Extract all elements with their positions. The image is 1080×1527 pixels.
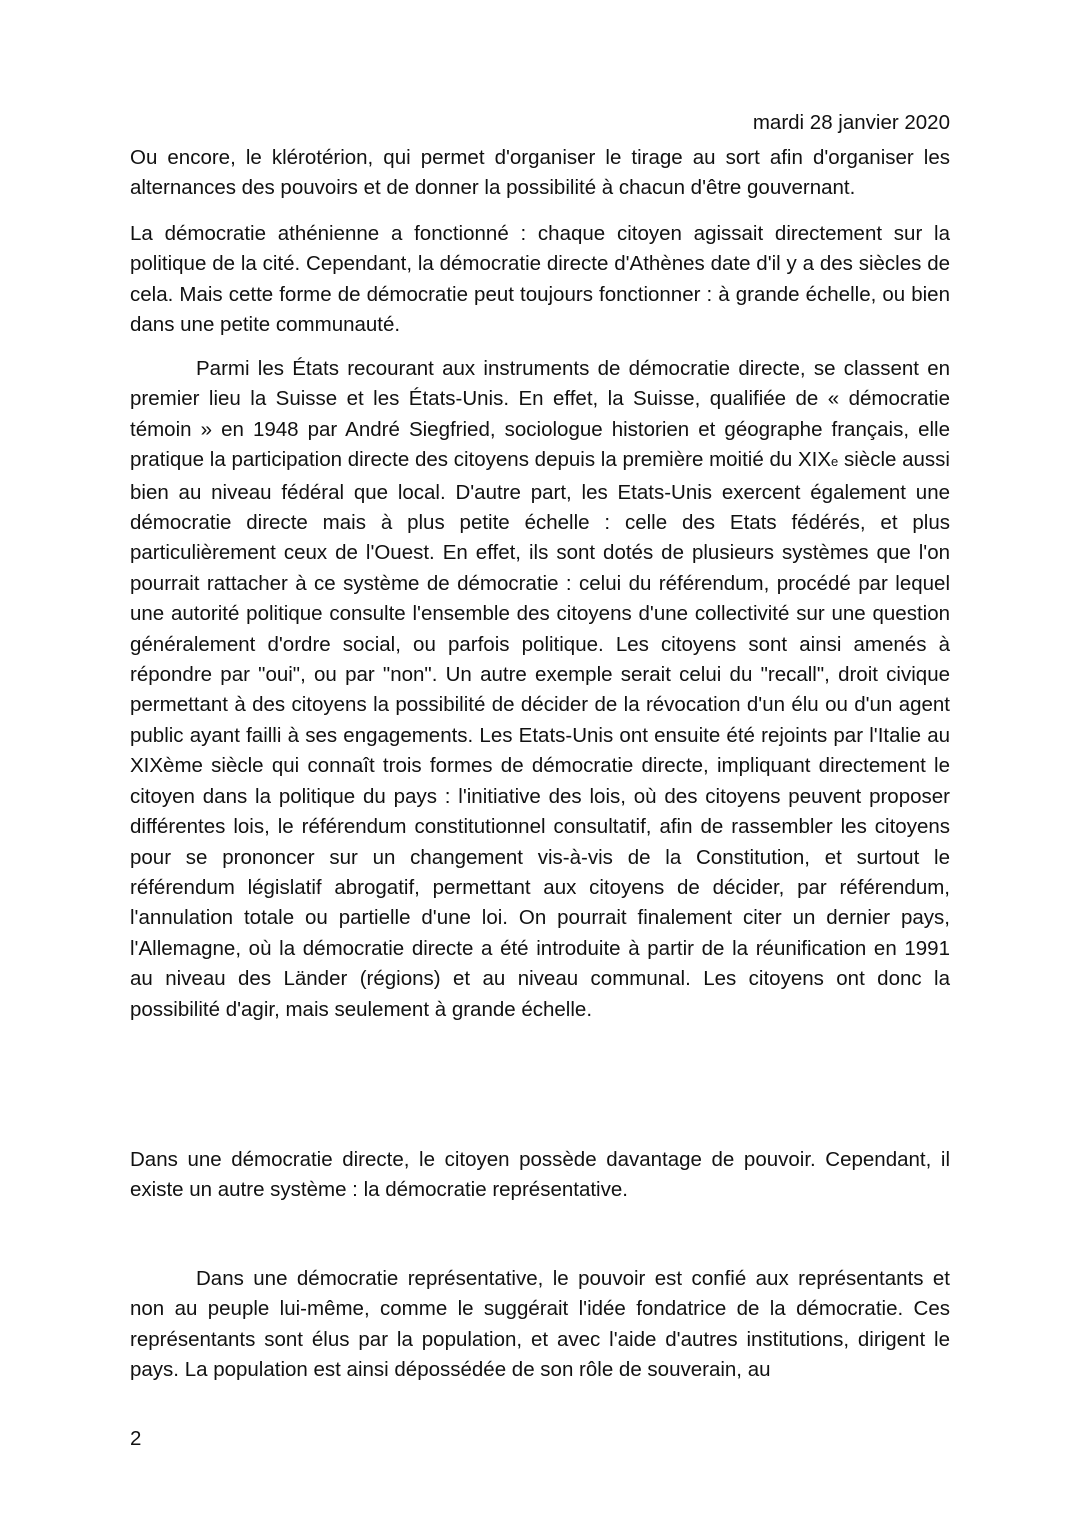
paragraph-klerotérion: Ou encore, le klérotérion, qui permet d'organiser le tirage au sort afin d'organiser les alternances des pouvoirs et de donner la possibilité à chacun d'être gouvernant.	[130, 146, 950, 200]
paragraph-direct-democracy-states	[130, 354, 950, 1025]
paragraph-athenian-democracy: La démocratie athénienne a fonctionné : chaque citoyen agissait directement sur la politique de la cité. Cependant, la démocratie directe d'Athènes date d'il y a des siècles de cela. Mais cette forme de démocratie peut toujours fonctionner : à grande échelle, ou bien dans une petite communauté.	[130, 222, 950, 337]
page-number: 2	[130, 1427, 142, 1450]
superscript-e: e	[831, 454, 839, 470]
header-date: mardi 28 janvier 2020	[752, 111, 950, 134]
paragraph-transition: Dans une démocratie directe, le citoyen possède davantage de pouvoir. Cependant, il existe un autre système : la démocratie représentative.	[130, 1148, 950, 1202]
paragraph-text-part-1: Parmi les États recourant aux instruments de démocratie directe, se classent en premier lieu la Suisse et les États-Unis. En effet, la Suisse, qualifiée de « démocratie témoin » en 1948 par André Siegfried, sociologue historien et géographe français, elle pratique la participation directe des citoyens depuis la première moitié du XIX	[130, 357, 950, 472]
paragraph-representative-democracy: Dans une démocratie représentative, le pouvoir est confié aux représentants et non au peuple lui-même, comme le suggérait l'idée fondatrice de la démocratie. Ces représentants sont élus par la population, et avec l'aide d'autres institutions, dirigent le pays. La population est ainsi dépossédée de son rôle de souverain, au	[130, 1267, 950, 1382]
paragraph-text-part-2: siècle aussi bien au niveau fédéral que local. D'autre part, les Etats-Unis exercent également une démocratie directe mais à plus petite échelle : celle des Etats fédérés, et plus particulièrement ceux de l'Ouest. En effet, ils sont dotés de plusieurs systèmes que l'on pourrait rattacher à ce système de démocratie : celui du référendum, procédé par lequel une autorité politique consulte l'ensemble des citoyens d'une collectivité sur une question généralement d'ordre social, ou parfois politique. Les citoyens sont ainsi amenés à répondre par "oui", ou par "non". Un autre exemple serait celui du "recall", droit civique permettant à des citoyens la possibilité de décider de la révocation d'un élu ou d'un agent public ayant failli à ses engagements. Les Etats-Unis ont ensuite été rejoints par l'Italie au XIXème siècle qui connaît trois formes de démocratie directe, impliquant directement le citoyen dans la politique du pays : l'initiative des lois, où des citoyens peuvent proposer différentes lois, le référendum constitutionnel consultatif, afin de rassembler les citoyens pour se prononcer sur un changement vis-à-vis de la Constitution, et surtout le référendum législatif abrogatif, permettant aux citoyens de décider, par référendum, l'annulation totale ou partielle d'une loi. On pourrait finalement citer un dernier pays, l'Allemagne, où la démocratie directe a été introduite à partir de la réunification en 1991 au niveau des Länder (régions) et au niveau communal. Les citoyens ont donc la possibilité d'agir, mais seulement à grande échelle.	[130, 448, 950, 1021]
